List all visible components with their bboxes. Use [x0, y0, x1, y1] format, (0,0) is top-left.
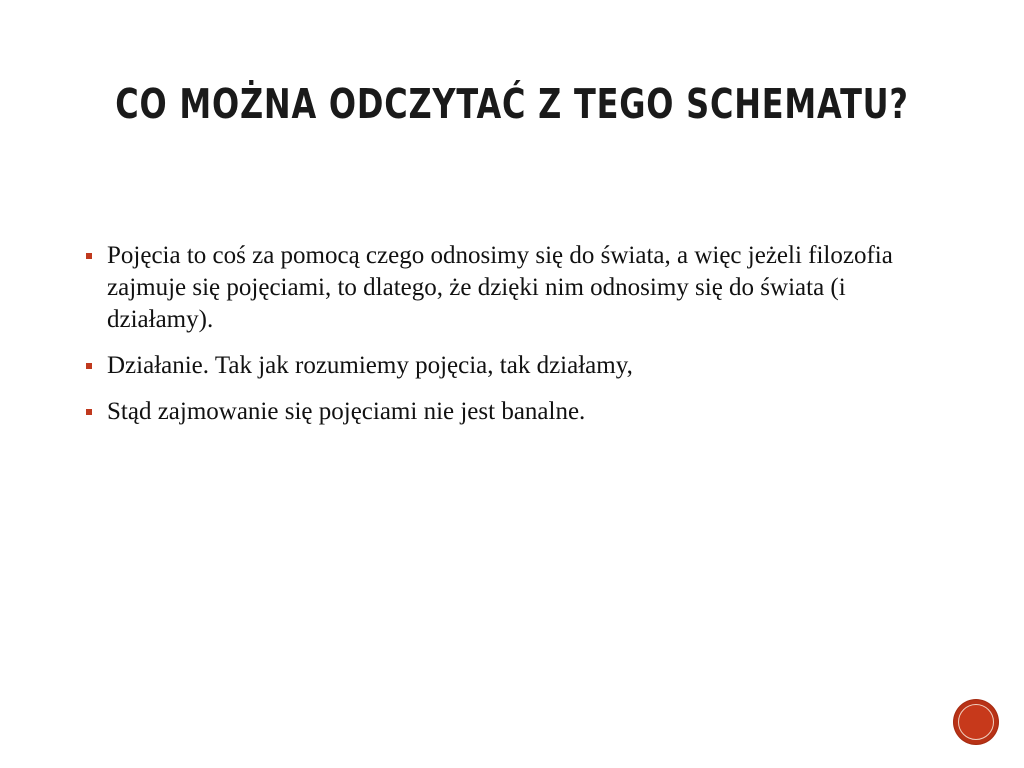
badge-ring-icon: [958, 704, 994, 740]
bullet-text: Pojęcia to coś za pomocą czego odnosimy się do świata, a więc jeżeli filozofia zajmuje się pojęciami, to dlatego, że dzięki nim odnosimy się do świata (i działamy).: [107, 242, 893, 333]
slide-title: CO MOŻNA ODCZYTAĆ Z TEGO SCHEMATU?: [115, 80, 909, 128]
slide-number-badge-icon: [954, 700, 998, 744]
bullet-text: Działanie. Tak jak rozumiemy pojęcia, tak działamy,: [107, 352, 633, 379]
bullet-square-icon: [86, 363, 92, 369]
bullet-square-icon: [86, 409, 92, 415]
bullet-text: Stąd zajmowanie się pojęciami nie jest banalne.: [107, 398, 586, 425]
bullet-list: [86, 240, 946, 442]
bullet-item: [86, 396, 946, 428]
bullet-item: [86, 240, 946, 336]
bullet-square-icon: [86, 253, 92, 259]
bullet-item: [86, 350, 946, 382]
